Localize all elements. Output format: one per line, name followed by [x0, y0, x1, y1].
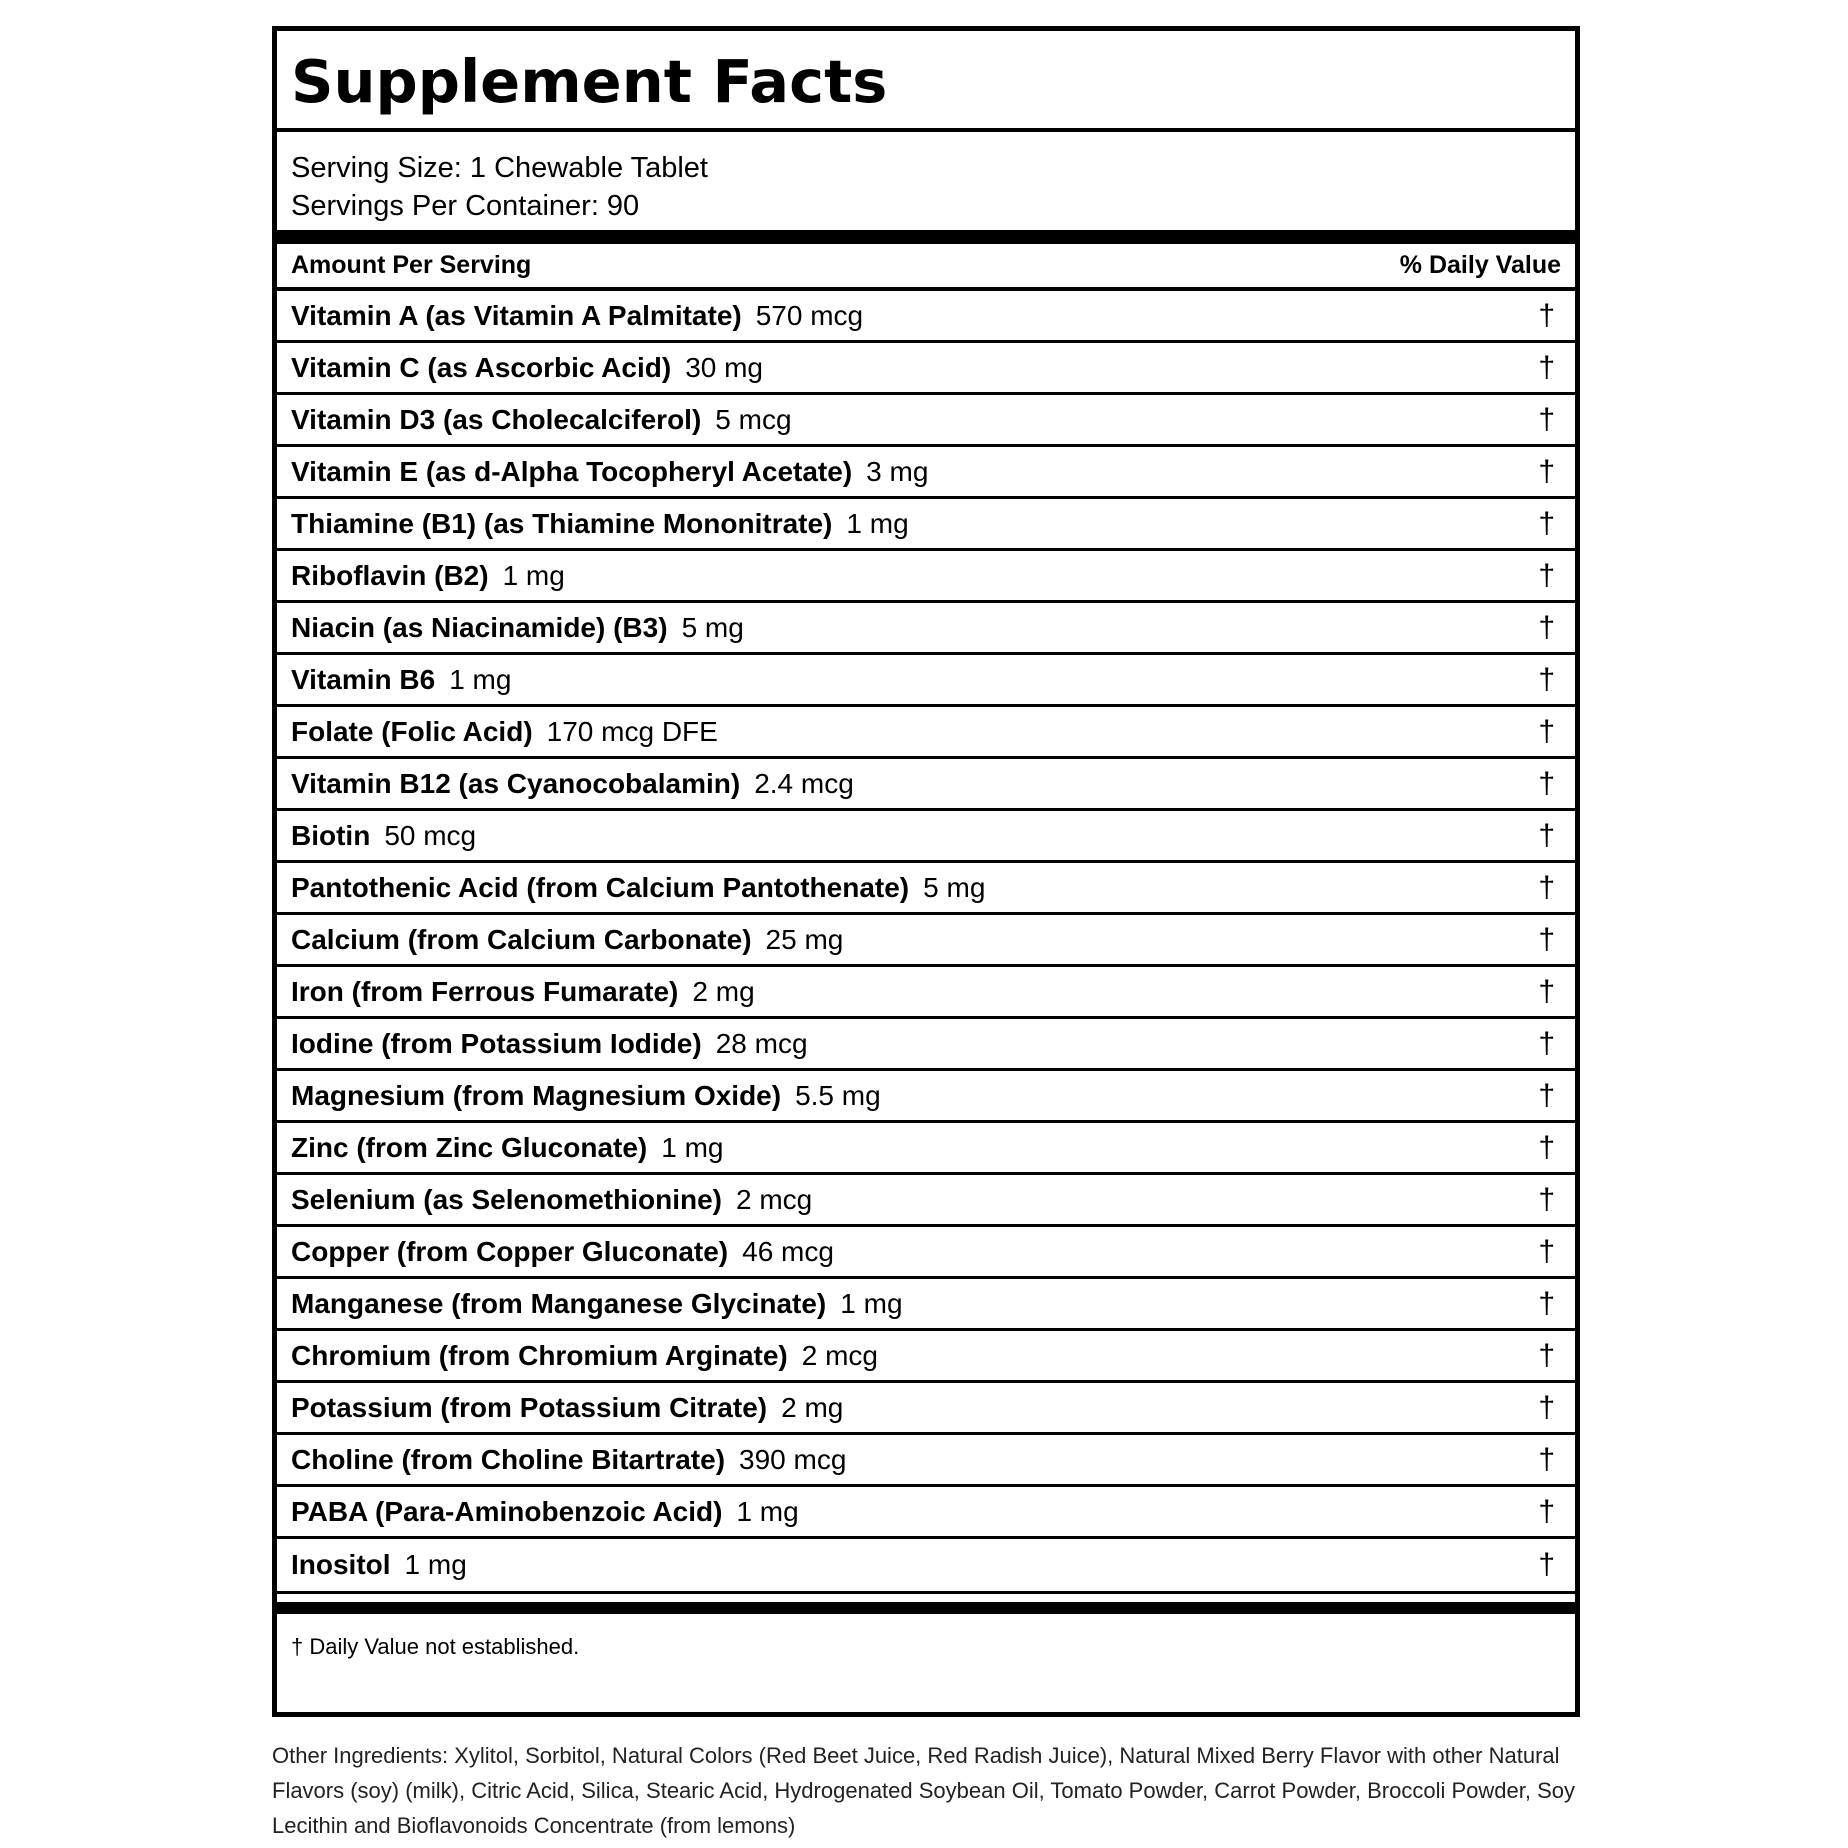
nutrient-daily-value: † — [1538, 1548, 1555, 1581]
nutrient-amount: 5 mg — [923, 871, 986, 903]
nutrient-daily-value: † — [1538, 1182, 1555, 1216]
nutrient-amount: 1 mg — [840, 1287, 903, 1319]
nutrient-name: Biotin — [291, 819, 371, 851]
nutrient-amount: 25 mg — [765, 923, 844, 955]
nutrient-name: Magnesium (from Magnesium Oxide) — [291, 1079, 782, 1111]
nutrient-daily-value: † — [1538, 870, 1555, 904]
nutrient-name: Pantothenic Acid (from Calcium Pantothenate) — [291, 871, 910, 903]
nutrient-amount: 5.5 mg — [795, 1079, 881, 1111]
nutrient-daily-value: † — [1538, 558, 1555, 592]
nutrient-label — [291, 924, 843, 956]
serving-info — [277, 132, 1575, 244]
nutrient-label — [291, 1028, 808, 1060]
nutrient-name: Vitamin D3 (as Cholecalciferol) — [291, 403, 702, 435]
nutrient-label — [291, 352, 763, 384]
nutrient-label — [291, 508, 909, 540]
servings-per-container: Servings Per Container: 90 — [291, 190, 640, 222]
nutrient-row — [277, 603, 1575, 655]
nutrient-row — [277, 1123, 1575, 1175]
nutrient-name: Manganese (from Manganese Glycinate) — [291, 1287, 827, 1319]
nutrient-label — [291, 1549, 467, 1581]
nutrient-daily-value: † — [1538, 766, 1555, 800]
nutrient-name: Riboflavin (B2) — [291, 559, 489, 591]
nutrient-amount: 46 mcg — [742, 1235, 834, 1267]
nutrient-amount: 1 mg — [404, 1549, 467, 1580]
nutrient-amount: 30 mg — [685, 351, 764, 383]
nutrient-daily-value: † — [1538, 974, 1555, 1008]
nutrient-daily-value: † — [1538, 506, 1555, 540]
nutrient-daily-value: † — [1538, 350, 1555, 384]
nutrient-name: Iodine (from Potassium Iodide) — [291, 1027, 702, 1059]
divider-bar — [277, 1602, 1575, 1614]
nutrient-amount: 2 mg — [692, 975, 755, 1007]
nutrient-amount: 2 mg — [781, 1391, 844, 1423]
nutrient-row — [277, 1019, 1575, 1071]
nutrient-amount: 1 mg — [846, 507, 909, 539]
nutrient-daily-value: † — [1538, 818, 1555, 852]
nutrient-name: PABA (Para-Aminobenzoic Acid) — [291, 1495, 723, 1527]
nutrient-name: Zinc (from Zinc Gluconate) — [291, 1131, 648, 1163]
nutrient-amount: 28 mcg — [715, 1027, 808, 1059]
nutrient-label — [291, 1132, 723, 1164]
nutrient-label — [291, 1288, 903, 1320]
nutrient-row — [277, 499, 1575, 551]
nutrient-name: Selenium (as Selenomethionine) — [291, 1183, 722, 1215]
nutrient-daily-value: † — [1538, 714, 1555, 748]
nutrient-name: Vitamin A (as Vitamin A Palmitate) — [291, 299, 742, 331]
nutrient-daily-value: † — [1538, 922, 1555, 956]
nutrient-amount: 2.4 mcg — [754, 767, 854, 799]
serving-size: Serving Size: 1 Chewable Tablet — [291, 152, 708, 184]
nutrient-name: Choline (from Choline Bitartrate) — [291, 1443, 726, 1475]
nutrient-daily-value: † — [1538, 1234, 1555, 1268]
nutrient-row — [277, 1539, 1575, 1591]
nutrient-daily-value: † — [1538, 402, 1555, 436]
nutrient-daily-value: † — [1538, 1130, 1555, 1164]
nutrient-daily-value: † — [1538, 1442, 1555, 1476]
title-row — [277, 31, 1575, 132]
nutrient-label — [291, 664, 511, 696]
nutrient-row — [277, 1331, 1575, 1383]
nutrient-label — [291, 976, 755, 1008]
nutrient-label — [291, 1496, 799, 1528]
nutrient-daily-value: † — [1538, 1026, 1555, 1060]
nutrient-amount: 1 mg — [736, 1495, 799, 1527]
nutrient-amount: 390 mcg — [739, 1443, 847, 1475]
nutrient-name: Calcium (from Calcium Carbonate) — [291, 923, 752, 955]
nutrient-amount: 1 mg — [661, 1131, 724, 1163]
nutrient-row — [277, 811, 1575, 863]
nutrient-label — [291, 404, 792, 436]
nutrient-name: Niacin (as Niacinamide) (B3) — [291, 611, 668, 643]
nutrient-row — [277, 1071, 1575, 1123]
nutrient-label — [291, 1340, 878, 1372]
nutrient-daily-value: † — [1538, 1494, 1555, 1528]
nutrient-label — [291, 872, 985, 904]
nutrient-row — [277, 551, 1575, 603]
nutrient-row — [277, 1227, 1575, 1279]
nutrient-name: Thiamine (B1) (as Thiamine Mononitrate) — [291, 507, 833, 539]
nutrient-amount: 2 mcg — [801, 1339, 878, 1371]
nutrient-amount: 170 mcg DFE — [546, 715, 718, 747]
nutrient-label — [291, 300, 863, 332]
daily-value-header: % Daily Value — [1399, 251, 1561, 279]
column-header-row — [277, 244, 1575, 291]
nutrient-name: Chromium (from Chromium Arginate) — [291, 1339, 788, 1371]
nutrient-amount: 5 mg — [681, 611, 744, 643]
nutrient-label — [291, 1080, 881, 1112]
nutrient-amount: 2 mcg — [735, 1183, 813, 1215]
nutrient-amount: 5 mcg — [715, 403, 792, 435]
nutrient-row — [277, 707, 1575, 759]
nutrient-amount: 3 mg — [866, 455, 929, 487]
nutrient-label — [291, 820, 476, 852]
amount-per-serving-header: Amount Per Serving — [291, 251, 532, 279]
nutrient-row — [277, 447, 1575, 499]
nutrient-name: Copper (from Copper Gluconate) — [291, 1235, 729, 1267]
nutrient-row — [277, 1279, 1575, 1331]
nutrient-row — [277, 1175, 1575, 1227]
nutrient-row — [277, 343, 1575, 395]
nutrient-label — [291, 1184, 812, 1216]
nutrient-label — [291, 456, 928, 488]
nutrient-label — [291, 1236, 834, 1268]
nutrient-row — [277, 291, 1575, 343]
nutrient-name: Inositol — [291, 1549, 391, 1580]
nutrient-list — [277, 291, 1575, 1594]
nutrient-row — [277, 1383, 1575, 1435]
nutrient-daily-value: † — [1538, 610, 1555, 644]
nutrient-name: Vitamin B6 — [291, 663, 436, 695]
nutrient-name: Potassium (from Potassium Citrate) — [291, 1391, 768, 1423]
nutrient-row — [277, 863, 1575, 915]
nutrient-daily-value: † — [1538, 298, 1555, 332]
nutrient-row — [277, 655, 1575, 707]
nutrient-row — [277, 1435, 1575, 1487]
nutrient-name: Folate (Folic Acid) — [291, 715, 533, 747]
nutrient-amount: 570 mcg — [755, 299, 864, 331]
nutrient-amount: 1 mg — [502, 559, 565, 591]
nutrient-name: Iron (from Ferrous Fumarate) — [291, 975, 679, 1007]
nutrient-name: Vitamin E (as d-Alpha Tocopheryl Acetate) — [291, 455, 853, 487]
nutrient-daily-value: † — [1538, 1338, 1555, 1372]
nutrient-daily-value: † — [1538, 1390, 1555, 1424]
nutrient-row — [277, 915, 1575, 967]
nutrient-daily-value: † — [1538, 662, 1555, 696]
nutrient-row — [277, 1487, 1575, 1539]
nutrient-daily-value: † — [1538, 454, 1555, 488]
nutrient-amount: 50 mcg — [384, 819, 477, 851]
daily-value-footnote: † Daily Value not established. — [291, 1634, 580, 1659]
nutrient-label — [291, 612, 744, 644]
nutrient-label — [291, 1444, 846, 1476]
nutrient-label — [291, 560, 565, 592]
nutrient-amount: 1 mg — [449, 663, 512, 695]
supplement-facts-panel — [272, 26, 1580, 1717]
nutrient-label — [291, 1392, 843, 1424]
nutrient-name: Vitamin B12 (as Cyanocobalamin) — [291, 767, 741, 799]
nutrient-row — [277, 967, 1575, 1019]
nutrient-label — [291, 716, 718, 748]
panel-title: Supplement Facts — [291, 47, 888, 116]
nutrient-name: Vitamin C (as Ascorbic Acid) — [291, 351, 672, 383]
nutrient-daily-value: † — [1538, 1078, 1555, 1112]
nutrient-row — [277, 759, 1575, 811]
nutrient-daily-value: † — [1538, 1286, 1555, 1320]
other-ingredients: Other Ingredients: Xylitol, Sorbitol, Natural Colors (Red Beet Juice, Red Radish Juice), Natural Mixed Berry Flavor with other Natural Flavors (soy) (milk), Citric Acid, Silica, Stearic Acid, Hydrogenated Soybean Oil, Tomato Powder, Carrot Powder, Broccoli Powder, Soy Lecithin and Bioflavonoids Concentrate (from lemons) — [272, 1743, 1575, 1838]
nutrient-label — [291, 768, 854, 800]
nutrient-row — [277, 395, 1575, 447]
